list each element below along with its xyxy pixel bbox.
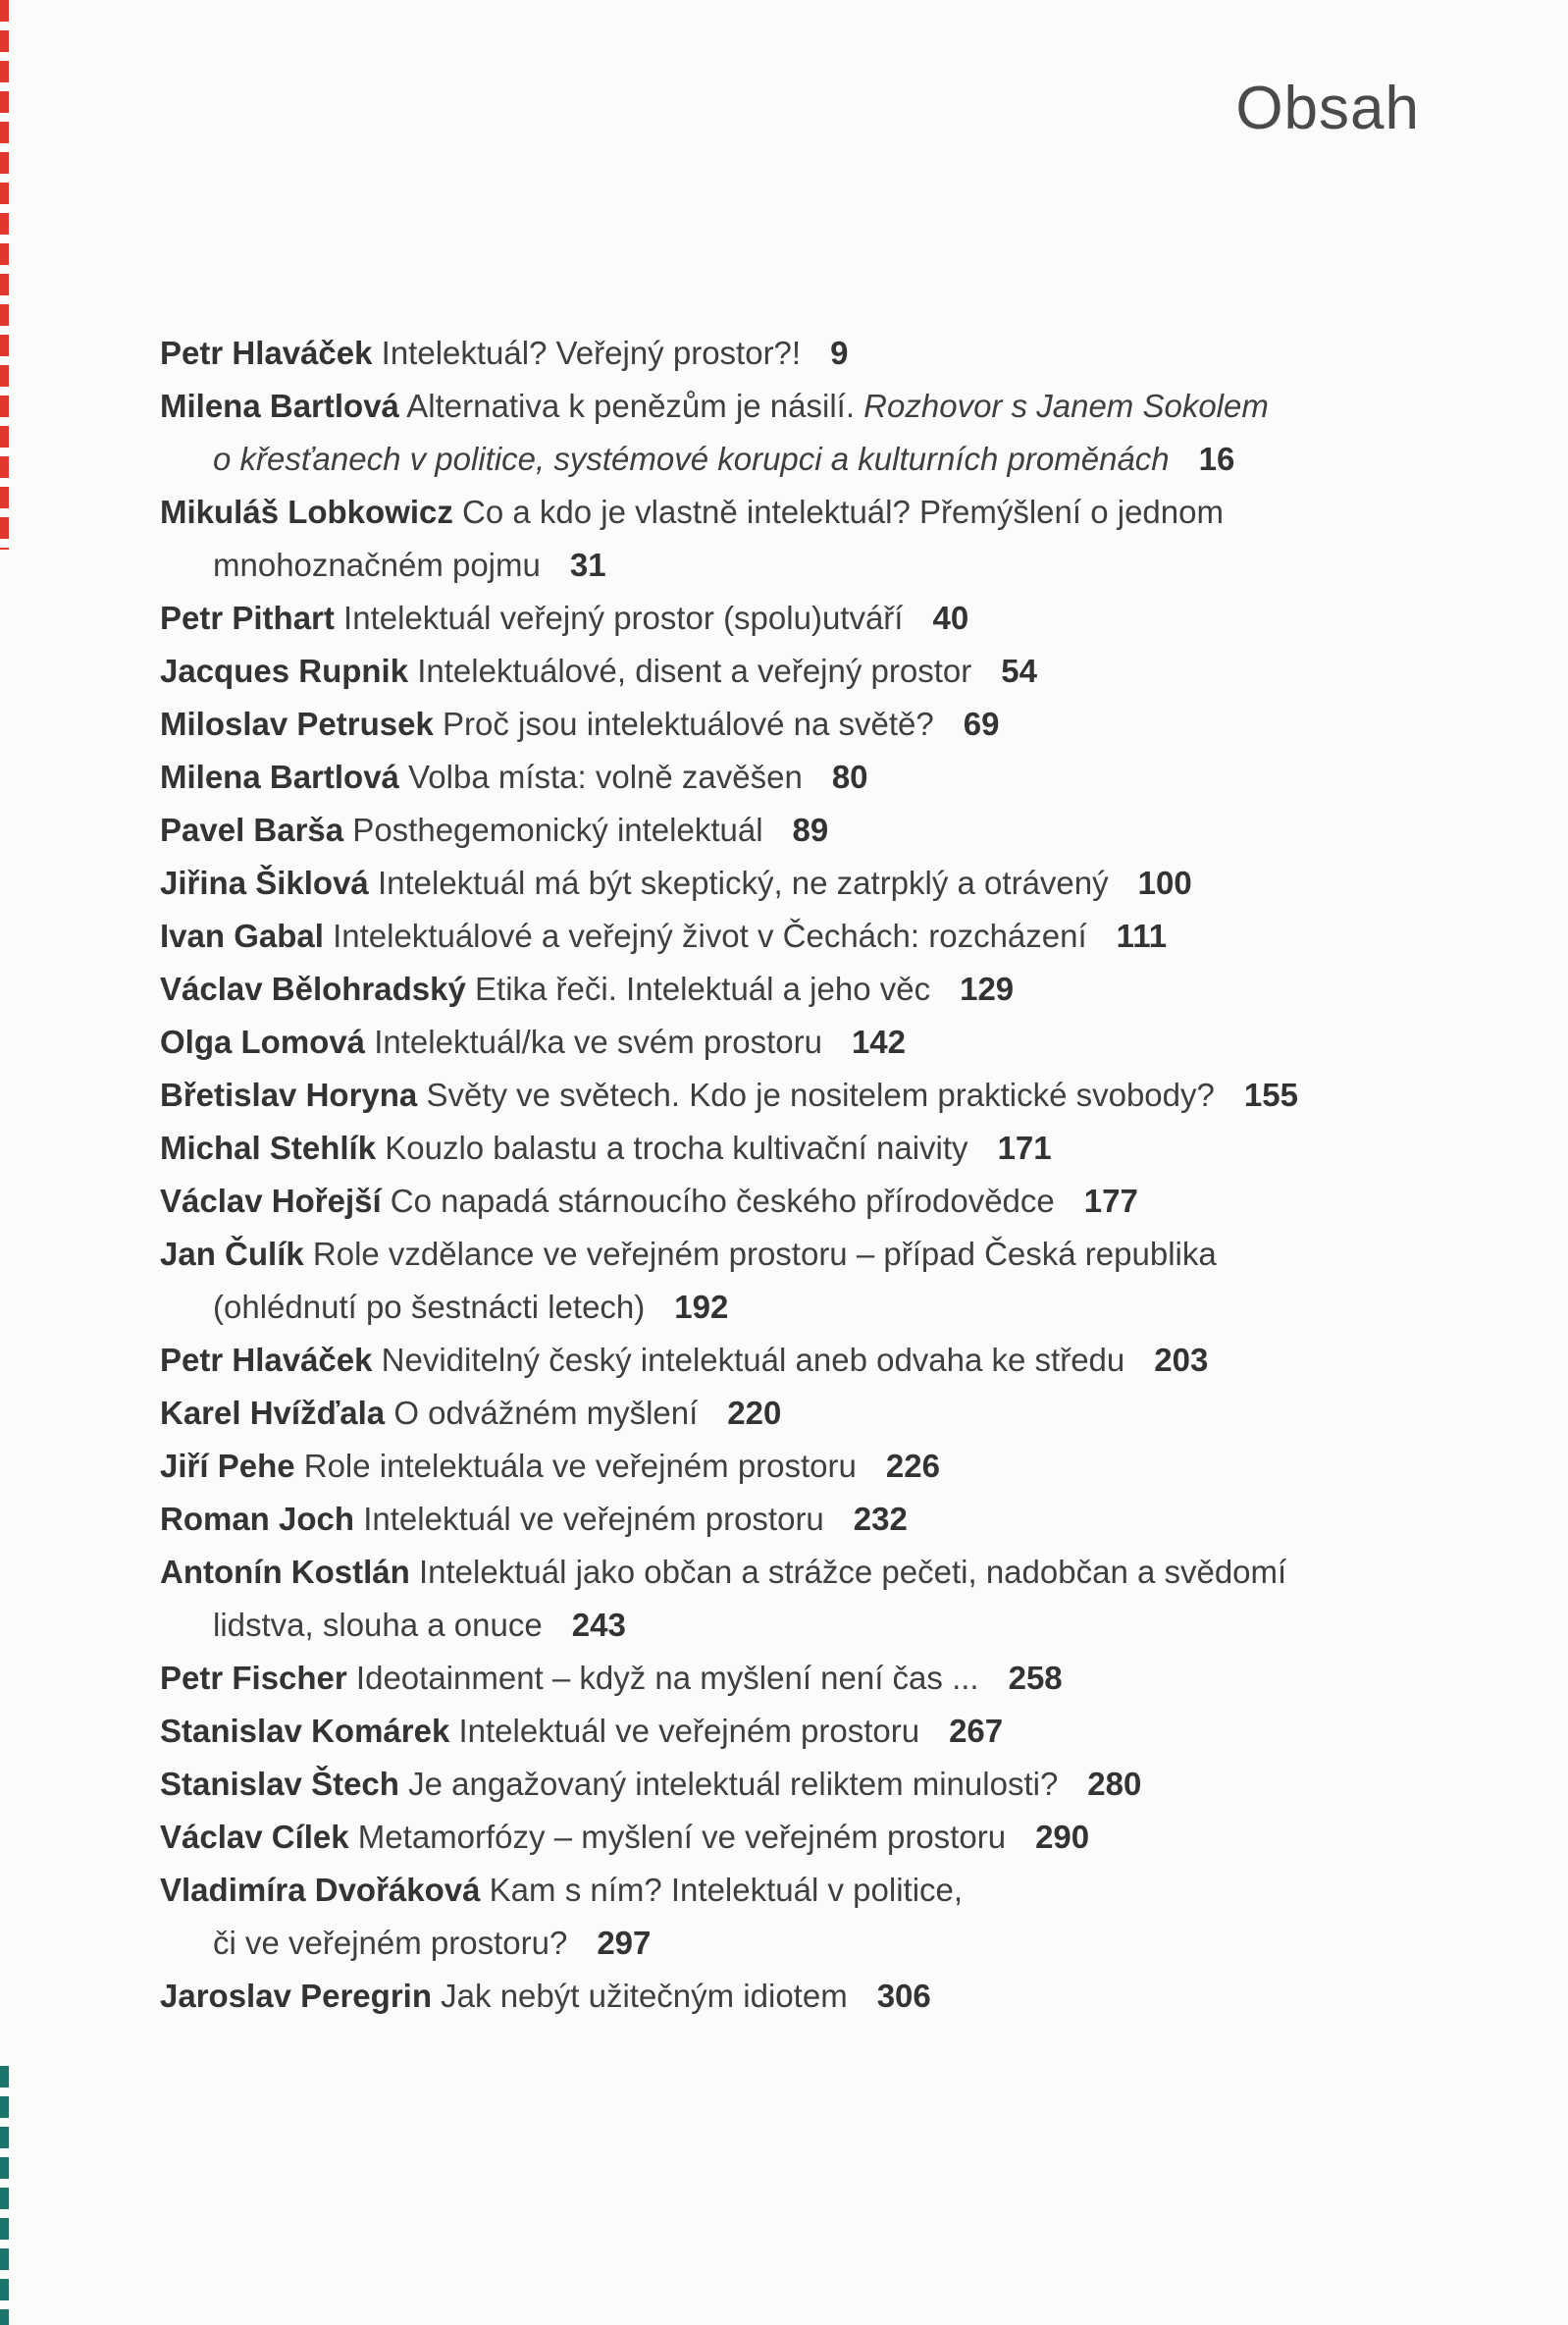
toc-page-number: 177 (1083, 1183, 1138, 1219)
toc-title-text: Intelektuál ve veřejném prostoru (354, 1501, 824, 1537)
toc-line (160, 1069, 1509, 1122)
toc-page-number: 40 (932, 600, 969, 636)
toc-line (160, 1387, 1509, 1440)
toc-line (160, 645, 1509, 698)
toc-author: Jan Čulík (160, 1236, 304, 1272)
toc-page-number: 54 (1001, 653, 1037, 689)
toc-author: Miloslav Petrusek (160, 706, 434, 742)
toc-title-text: Alternativa k penězům je násilí. (398, 388, 864, 424)
toc-title-text: Intelektuál? Veřejný prostor?! (372, 335, 802, 371)
toc-line (160, 1016, 1509, 1069)
left-edge-mark-teal (0, 2066, 9, 2325)
toc-page-number: 232 (853, 1501, 908, 1537)
toc-author: Olga Lomová (160, 1024, 366, 1060)
toc-page-number: 267 (949, 1713, 1004, 1749)
toc-list (160, 327, 1509, 2023)
toc-title-text: Role vzdělance ve veřejném prostoru – případ Česká republika (303, 1236, 1217, 1272)
toc-author: Mikuláš Lobkowicz (160, 494, 453, 530)
toc-title-text: Ideotainment – když na myšlení není čas ... (346, 1660, 979, 1696)
toc-line (160, 486, 1509, 539)
toc-line (160, 1705, 1509, 1758)
toc-author: Milena Bartlová (160, 388, 399, 424)
toc-author: Václav Bělohradský (160, 971, 466, 1007)
toc-title-text: Proč jsou intelektuálové na světě? (433, 706, 934, 742)
toc-line (160, 1175, 1509, 1228)
toc-page-number: 243 (571, 1607, 626, 1643)
toc-page-number: 203 (1154, 1342, 1209, 1378)
toc-title-text: Neviditelný český intelektuál aneb odvaha ke středu (372, 1342, 1125, 1378)
toc-title-text: mnohoznačném pojmu (213, 547, 541, 583)
toc-line (160, 327, 1509, 380)
toc-line (160, 1970, 1509, 2023)
toc-page-number: 220 (727, 1395, 782, 1431)
toc-title-text: Metamorfózy – myšlení ve veřejném prostoru (348, 1819, 1007, 1855)
toc-author: Václav Cílek (160, 1819, 349, 1855)
toc-line (160, 1599, 1509, 1652)
toc-line (160, 1758, 1509, 1811)
toc-line (160, 751, 1509, 804)
toc-title-text: Intelektuál/ka ve svém prostoru (365, 1024, 822, 1060)
toc-line (160, 1917, 1509, 1970)
toc-author: Antonín Kostlán (160, 1554, 410, 1590)
toc-page-number: 226 (885, 1448, 940, 1484)
toc-line (160, 433, 1509, 486)
toc-author: Petr Hlaváček (160, 1342, 373, 1378)
toc-author: Jiří Pehe (160, 1448, 295, 1484)
toc-author: Vladimíra Dvořáková (160, 1872, 481, 1908)
page-title: Obsah (1235, 75, 1420, 142)
toc-page-number: 16 (1198, 441, 1235, 477)
toc-title-text: Kam s ním? Intelektuál v politice, (480, 1872, 964, 1908)
toc-page-number: 171 (997, 1130, 1052, 1166)
toc-title-text: Intelektuálové, disent a veřejný prostor (408, 653, 972, 689)
toc-page-number: 31 (569, 547, 606, 583)
toc-page-number: 142 (851, 1024, 906, 1060)
toc-line (160, 1493, 1509, 1546)
toc-title-text: Intelektuál má být skeptický, ne zatrpklý a otrávený (368, 865, 1109, 901)
toc-title-text: Role intelektuála ve veřejném prostoru (294, 1448, 857, 1484)
left-edge-mark-red (0, 0, 9, 550)
toc-line (160, 1440, 1509, 1493)
toc-line (160, 592, 1509, 645)
toc-author: Václav Hořejší (160, 1183, 382, 1219)
toc-author: Jaroslav Peregrin (160, 1978, 432, 2014)
toc-title-text: Co a kdo je vlastně intelektuál? Přemýšlení o jednom (452, 494, 1224, 530)
toc-title-text: či ve veřejném prostoru? (213, 1925, 568, 1961)
toc-line (160, 910, 1509, 963)
toc-title-text: Intelektuálové a veřejný život v Čechách: rozcházení (323, 918, 1087, 954)
toc-author: Michal Stehlík (160, 1130, 377, 1166)
toc-author: Stanislav Komárek (160, 1713, 450, 1749)
toc-line (160, 963, 1509, 1016)
toc-title-text: Intelektuál ve veřejném prostoru (449, 1713, 920, 1749)
toc-author: Jiřina Šiklová (160, 865, 369, 901)
toc-title-text: Světy ve světech. Kdo je nositelem praktické svobody? (417, 1077, 1215, 1113)
toc-title-text: lidstva, slouha a onuce (213, 1607, 543, 1643)
toc-title-text: Kouzlo balastu a trocha kultivační naivity (376, 1130, 968, 1166)
toc-title-text: Intelektuál jako občan a strážce pečeti, nadobčan a svědomí (409, 1554, 1287, 1590)
toc-page-number: 69 (963, 706, 1000, 742)
toc-page-number: 297 (597, 1925, 652, 1961)
toc-page-number: 192 (674, 1289, 729, 1325)
toc-title-text: Etika řeči. Intelektuál a jeho věc (465, 971, 931, 1007)
toc-author: Stanislav Štech (160, 1766, 399, 1802)
toc-page-number: 129 (960, 971, 1015, 1007)
toc-page-number: 306 (876, 1978, 931, 2014)
toc-line (160, 857, 1509, 910)
toc-page-number: 9 (830, 335, 849, 371)
toc-line (160, 380, 1509, 433)
toc-page-number: 100 (1137, 865, 1192, 901)
toc-line (160, 1334, 1509, 1387)
toc-page-number: 80 (831, 759, 868, 795)
toc-author: Petr Pithart (160, 600, 335, 636)
toc-author: Roman Joch (160, 1501, 355, 1537)
toc-page-number: 290 (1035, 1819, 1090, 1855)
toc-line (160, 1811, 1509, 1864)
toc-title-italic: o křesťanech v politice, systémové korupci a kulturních proměnách (213, 441, 1170, 477)
toc-line (160, 1228, 1509, 1281)
toc-page-number: 155 (1243, 1077, 1298, 1113)
toc-line (160, 1864, 1509, 1917)
toc-line (160, 698, 1509, 751)
toc-title-text: Volba místa: volně zavěšen (398, 759, 803, 795)
toc-page-number: 111 (1116, 918, 1168, 954)
toc-title-text: Je angažovaný intelektuál reliktem minulosti? (398, 1766, 1059, 1802)
toc-page-number: 280 (1087, 1766, 1142, 1802)
toc-author: Pavel Barša (160, 812, 344, 848)
toc-title-text: Posthegemonický intelektuál (343, 812, 763, 848)
toc-page-number: 258 (1008, 1660, 1063, 1696)
toc-author: Ivan Gabal (160, 918, 324, 954)
toc-line (160, 539, 1509, 592)
toc-line (160, 804, 1509, 857)
toc-title-italic: Rozhovor s Janem Sokolem (863, 388, 1269, 424)
toc-title-text: Co napadá stárnoucího českého přírodovědce (381, 1183, 1055, 1219)
toc-title-text: Intelektuál veřejný prostor (spolu)utváří (334, 600, 904, 636)
toc-title-text: O odvážném myšlení (385, 1395, 699, 1431)
toc-line (160, 1546, 1509, 1599)
toc-line (160, 1281, 1509, 1334)
toc-page-number: 89 (792, 812, 829, 848)
toc-author: Břetislav Horyna (160, 1077, 418, 1113)
toc-author: Karel Hvížďala (160, 1395, 386, 1431)
toc-author: Petr Fischer (160, 1660, 347, 1696)
toc-author: Jacques Rupnik (160, 653, 409, 689)
toc-line (160, 1122, 1509, 1175)
toc-title-text: Jak nebýt užitečným idiotem (432, 1978, 848, 2014)
toc-title-text: (ohlédnutí po šestnácti letech) (213, 1289, 646, 1325)
toc-line (160, 1652, 1509, 1705)
toc-author: Petr Hlaváček (160, 335, 373, 371)
toc-author: Milena Bartlová (160, 759, 399, 795)
